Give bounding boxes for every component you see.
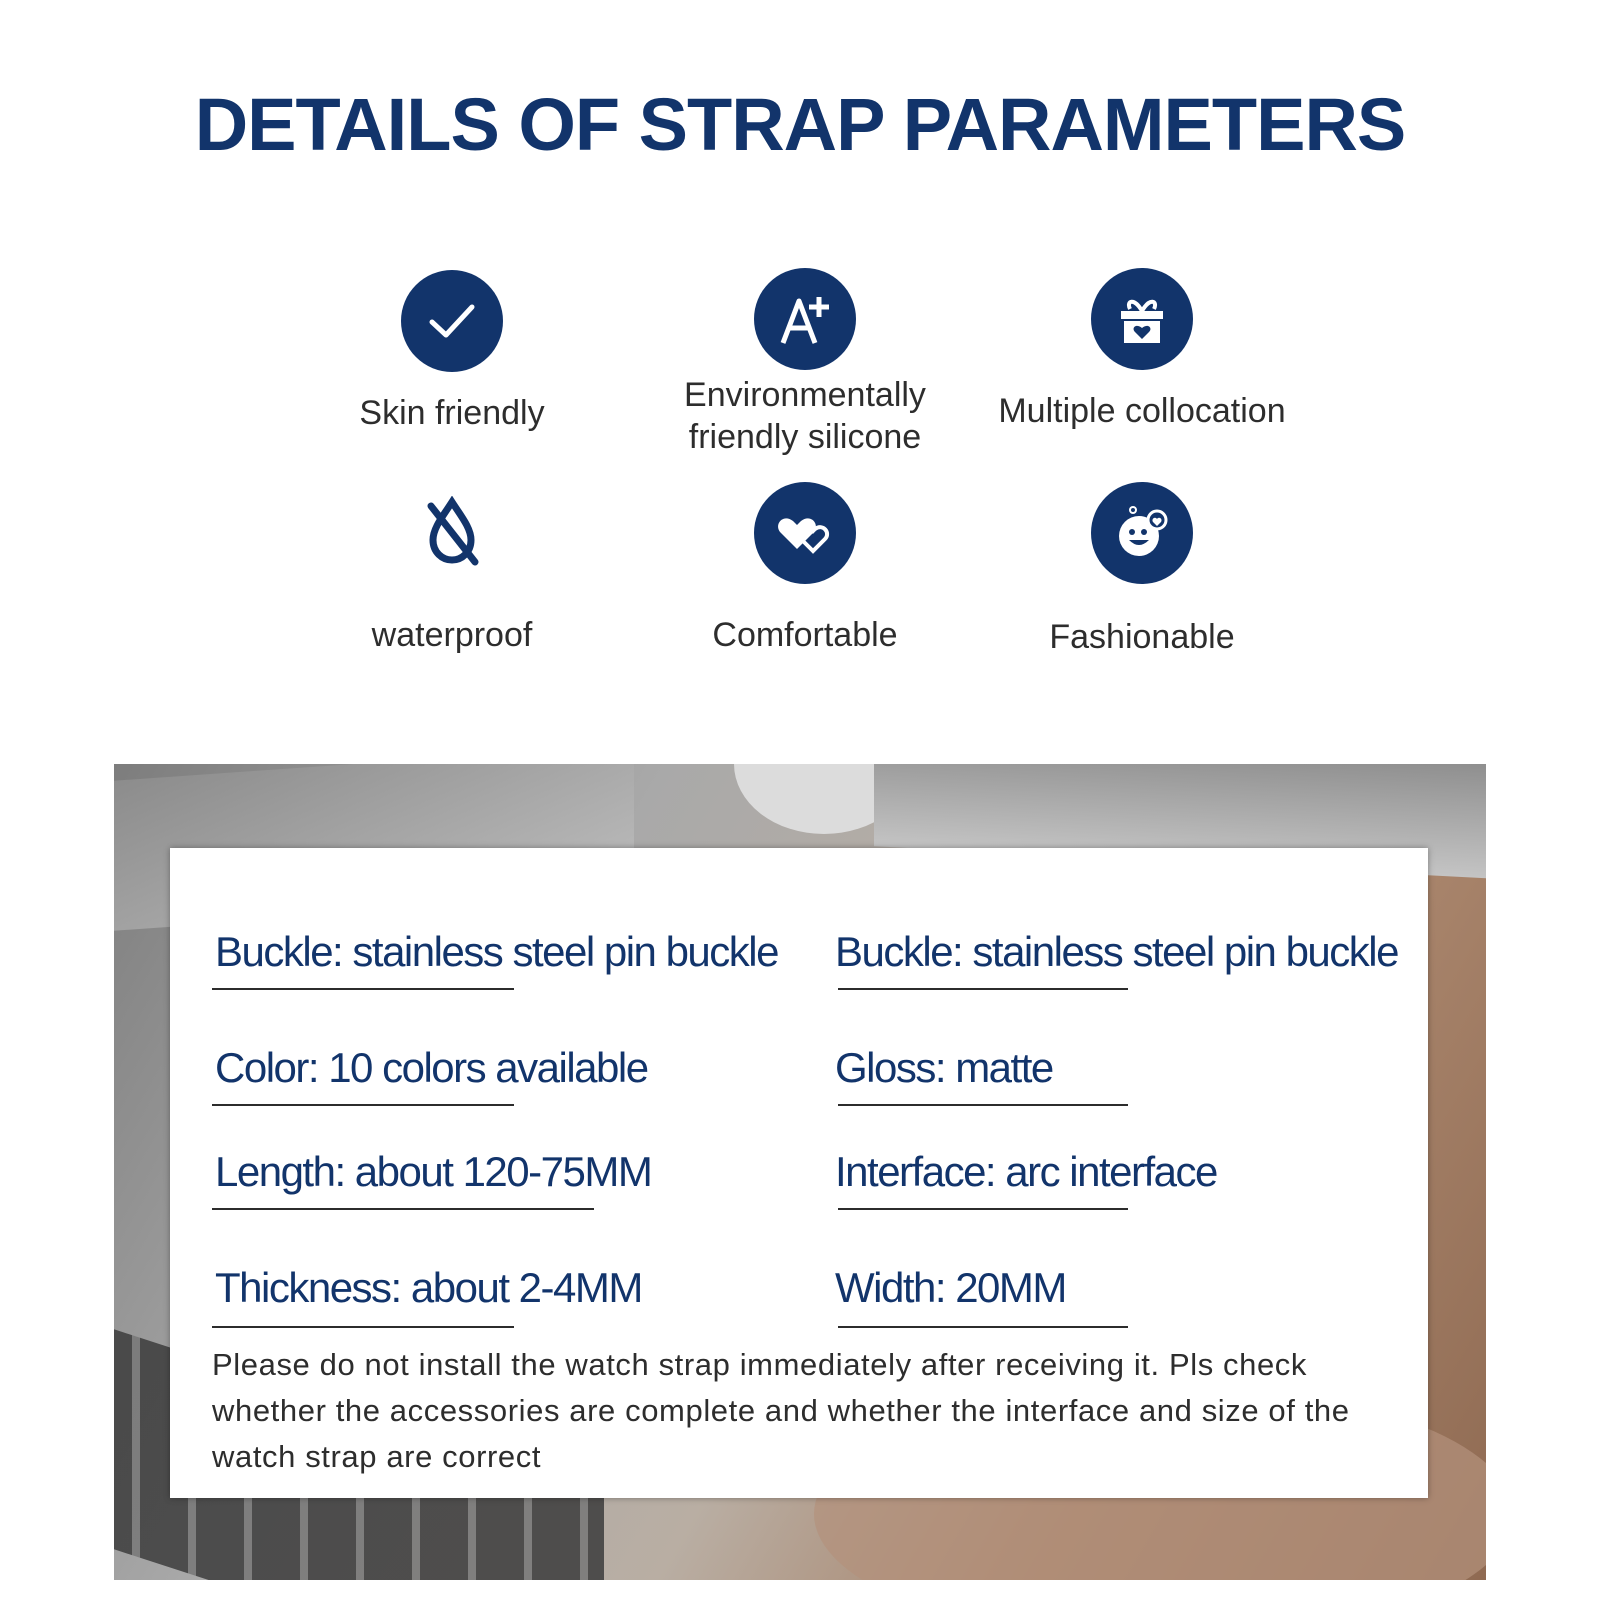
spec-left-thickness: Thickness: about 2-4MM bbox=[215, 1264, 642, 1311]
gift-box-icon bbox=[1091, 268, 1193, 370]
spec-right-buckle: Buckle: stainless steel pin buckle bbox=[835, 928, 1398, 975]
spec-right-interface: Interface: arc interface bbox=[835, 1148, 1217, 1195]
page-title: DETAILS OF STRAP PARAMETERS bbox=[194, 83, 1406, 166]
spec-left-color: Color: 10 colors available bbox=[215, 1044, 648, 1091]
divider bbox=[212, 1104, 514, 1106]
divider bbox=[838, 1104, 1128, 1106]
feature-fashionable bbox=[992, 482, 1292, 658]
spec-left-buckle: Buckle: stainless steel pin buckle bbox=[215, 928, 778, 975]
feature-skin-friendly bbox=[302, 270, 602, 434]
feature-waterproof bbox=[302, 482, 602, 656]
divider bbox=[212, 988, 514, 990]
smiley-face-icon bbox=[1091, 482, 1193, 584]
feature-label: waterproof bbox=[371, 616, 533, 654]
feature-multiple-collocation bbox=[992, 268, 1292, 432]
divider bbox=[838, 1208, 1128, 1210]
spec-card bbox=[170, 848, 1428, 1498]
feature-label-line2: friendly silicone bbox=[688, 418, 922, 456]
feature-label-line1: Environmentally bbox=[684, 376, 926, 414]
feature-label: Multiple collocation bbox=[998, 392, 1286, 430]
divider bbox=[838, 988, 1128, 990]
no-water-drop-icon bbox=[401, 482, 503, 584]
two-hearts-icon bbox=[754, 482, 856, 584]
install-note: Please do not install the watch strap immediately after receiving it. Pls check whether the accessories are complete and whether the interface and size of the watch strap are correct bbox=[212, 1347, 1350, 1474]
divider bbox=[838, 1326, 1128, 1328]
feature-label bbox=[655, 374, 955, 458]
spec-right-gloss: Gloss: matte bbox=[835, 1044, 1053, 1091]
feature-label: Fashionable bbox=[1049, 618, 1235, 656]
checkmark-icon bbox=[401, 270, 503, 372]
spec-right-width: Width: 20MM bbox=[835, 1264, 1066, 1311]
divider bbox=[212, 1208, 594, 1210]
divider bbox=[212, 1326, 514, 1328]
spec-left-length: Length: about 120-75MM bbox=[215, 1148, 652, 1195]
feature-eco-silicone bbox=[655, 268, 955, 458]
feature-label: Comfortable bbox=[712, 616, 898, 654]
a-plus-icon bbox=[754, 268, 856, 370]
feature-comfortable bbox=[655, 482, 955, 656]
feature-label: Skin friendly bbox=[359, 394, 545, 432]
